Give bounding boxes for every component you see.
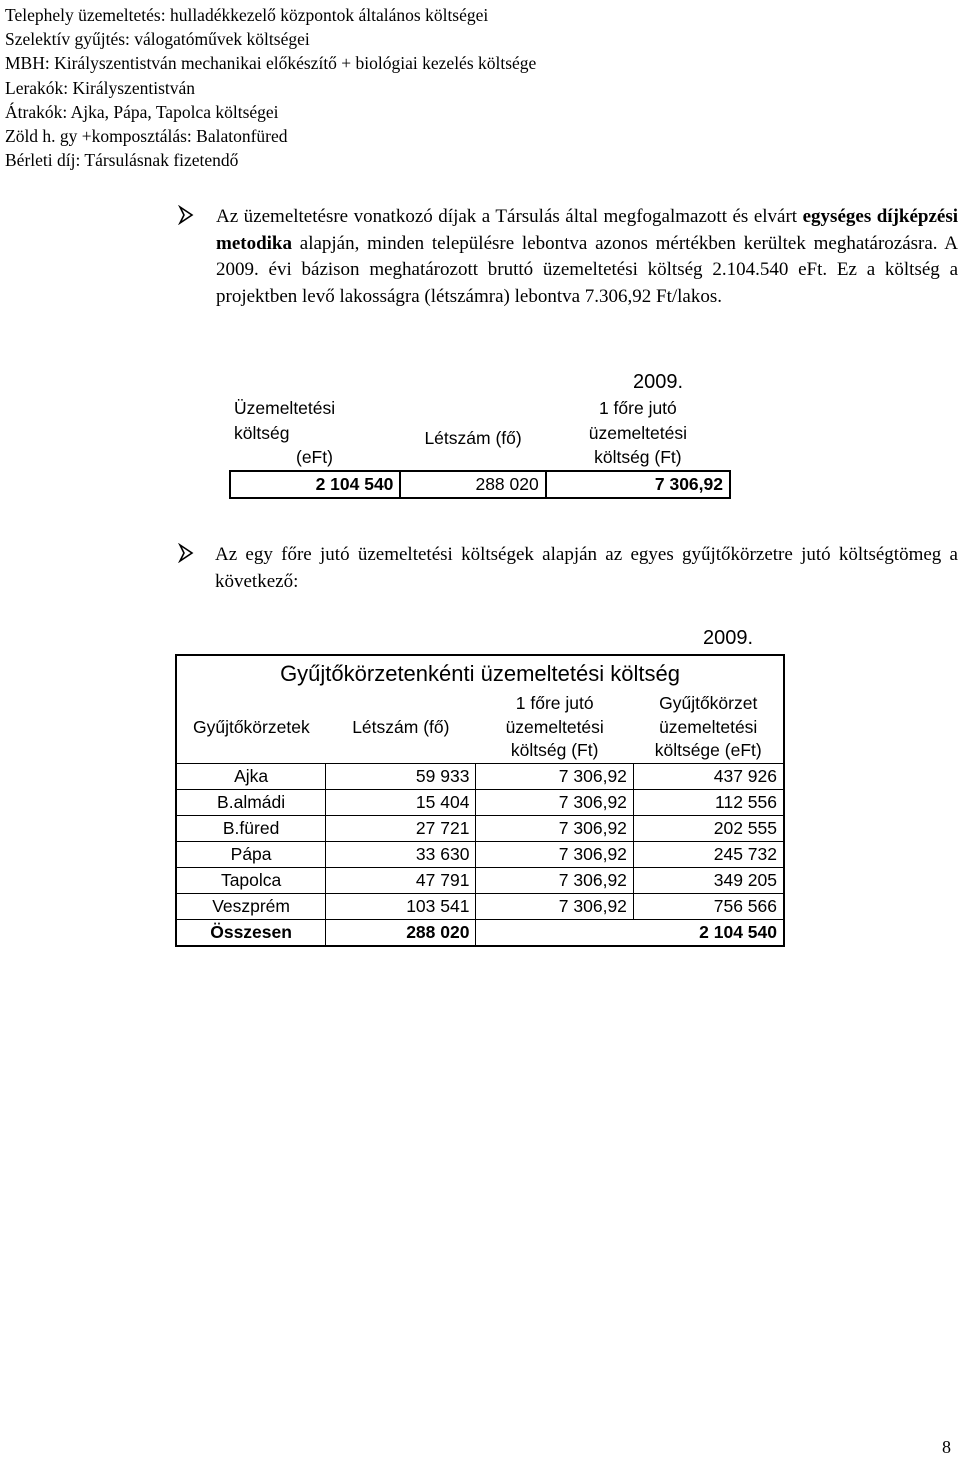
bullet-text [216, 204, 958, 310]
cell-headcount: 33 630 [326, 841, 476, 867]
cell-per-capita: 7 306,92 [476, 763, 633, 789]
intro-line: MBH: Királyszentistván mechanikai előkészítő + biológiai kezelés költsége [5, 53, 537, 74]
cell-district: B.almádi [176, 789, 326, 815]
header-cost-line: Üzemeltetési [234, 398, 336, 418]
intro-line: Telephely üzemeltetés: hulladékkezelő központok általános költségei [5, 5, 489, 25]
header-per-capita [476, 690, 633, 763]
cell-cost: 349 205 [633, 867, 784, 893]
header-headcount: Létszám (fő) [352, 716, 450, 737]
table-row [176, 893, 784, 919]
table-header-row [230, 396, 730, 471]
cell-per-capita: 7 306,92 [476, 893, 633, 919]
header-per-capita-line: 1 főre jutó [598, 398, 677, 418]
header-per-capita-line: 1 főre jutó [515, 693, 594, 713]
cell-cost: 756 566 [633, 893, 784, 919]
cell-headcount: 288 020 [400, 471, 545, 498]
cell-district: Tapolca [176, 867, 326, 893]
header-district-cost-line: Gyűjtőkörzet [659, 693, 758, 713]
table-row [176, 815, 784, 841]
cell-cost: 245 732 [633, 841, 784, 867]
cell-per-capita: 7 306,92 [476, 789, 633, 815]
table-row [176, 841, 784, 867]
bullet-paragraph-methodology [178, 204, 958, 344]
cell-per-capita: 7 306,92 [476, 841, 633, 867]
intro-line: Szelektív gyűjtés: válogatóművek költségei [5, 29, 310, 50]
table-header-row [176, 690, 784, 763]
intro-line: Bérleti díj: Társulásnak fizetendő [5, 150, 239, 171]
table1-year: 2009. [633, 371, 684, 393]
header-per-capita-line: költség (Ft) [594, 447, 682, 467]
intro-cost-list [5, 3, 536, 172]
cell-headcount: 47 791 [326, 867, 476, 893]
intro-line: Átrakók: Ajka, Pápa, Tapolca költségei [5, 101, 279, 122]
cell-headcount: 15 404 [326, 789, 476, 815]
cell-total-per-capita [476, 919, 633, 946]
cell-district: Pápa [176, 841, 326, 867]
cell-cost: 437 926 [633, 763, 784, 789]
header-cost [230, 396, 400, 471]
table-row [176, 867, 784, 893]
arrow-bullet-icon [178, 205, 196, 225]
bullet-text: Az egy főre jutó üzemeltetési költségek alapján az egyes gyűjtőkörzetre jutó költségtömeg a következő: [215, 544, 958, 592]
table-total-row [176, 919, 784, 946]
cell-per-capita: 7 306,92 [546, 471, 730, 498]
arrow-bullet-icon [178, 543, 196, 563]
bullet-text-bold: egységes díjképzési metodika [216, 206, 959, 254]
cost-summary-table [229, 396, 731, 499]
cell-per-capita: 7 306,92 [476, 867, 633, 893]
header-district: Gyűjtőkörzetek [192, 716, 310, 737]
cell-total-cost: 2 104 540 [633, 919, 784, 946]
cell-headcount: 103 541 [326, 893, 476, 919]
table-row [176, 763, 784, 789]
cell-total-headcount: 288 020 [326, 919, 476, 946]
header-per-capita-line: költség (Ft) [510, 740, 599, 760]
header-cost-line: (eFt) [296, 447, 333, 467]
header-headcount: Létszám (fő) [424, 427, 522, 448]
header-cost-line: költség [234, 422, 290, 443]
table-row [176, 789, 784, 815]
header-per-capita [546, 396, 730, 471]
district-cost-table [175, 654, 785, 947]
cell-headcount: 27 721 [326, 815, 476, 841]
cell-cost: 202 555 [633, 815, 784, 841]
cell-district: Veszprém [176, 893, 326, 919]
header-district-cost-line: üzemeltetési [659, 716, 758, 737]
table2-year: 2009. [703, 627, 754, 649]
header-per-capita-line: üzemeltetési [505, 716, 604, 737]
table-title: Gyűjtőkörzetenkénti üzemeltetési költség [280, 660, 680, 686]
bullet-text-part2: alapján, minden településre lebontva azonos mértékben kerültek meghatározásra. A 2009. évi bázison meghatározott bruttó üzemeltetési költség 2.104.540 eFt. Ez a költség a projektben levő lakosságra (létszámra) lebontva 7.306,92 Ft/lakos. [216, 232, 958, 307]
table-title-row [176, 655, 784, 690]
intro-line: Zöld h. gy +komposztálás: Balatonfüred [5, 126, 288, 147]
bullet-paragraph-district [178, 542, 958, 602]
cell-district: B.füred [176, 815, 326, 841]
cell-headcount: 59 933 [326, 763, 476, 789]
intro-line: Lerakók: Királyszentistván [5, 77, 196, 98]
cell-cost: 112 556 [633, 789, 784, 815]
cell-per-capita: 7 306,92 [476, 815, 633, 841]
cell-district: Ajka [176, 763, 326, 789]
header-per-capita-line: üzemeltetési [588, 422, 687, 443]
bullet-text-part1: Az üzemeltetésre vonatkozó díjak a Társulás által megfogalmazott és elvárt [216, 206, 798, 227]
cell-total-label: Összesen [176, 919, 326, 946]
table-row [230, 471, 730, 498]
header-district-cost [633, 690, 784, 763]
cell-cost: 2 104 540 [230, 471, 400, 498]
header-district-cost-line: költsége (eFt) [654, 740, 762, 760]
page-number: 8 [942, 1437, 951, 1457]
